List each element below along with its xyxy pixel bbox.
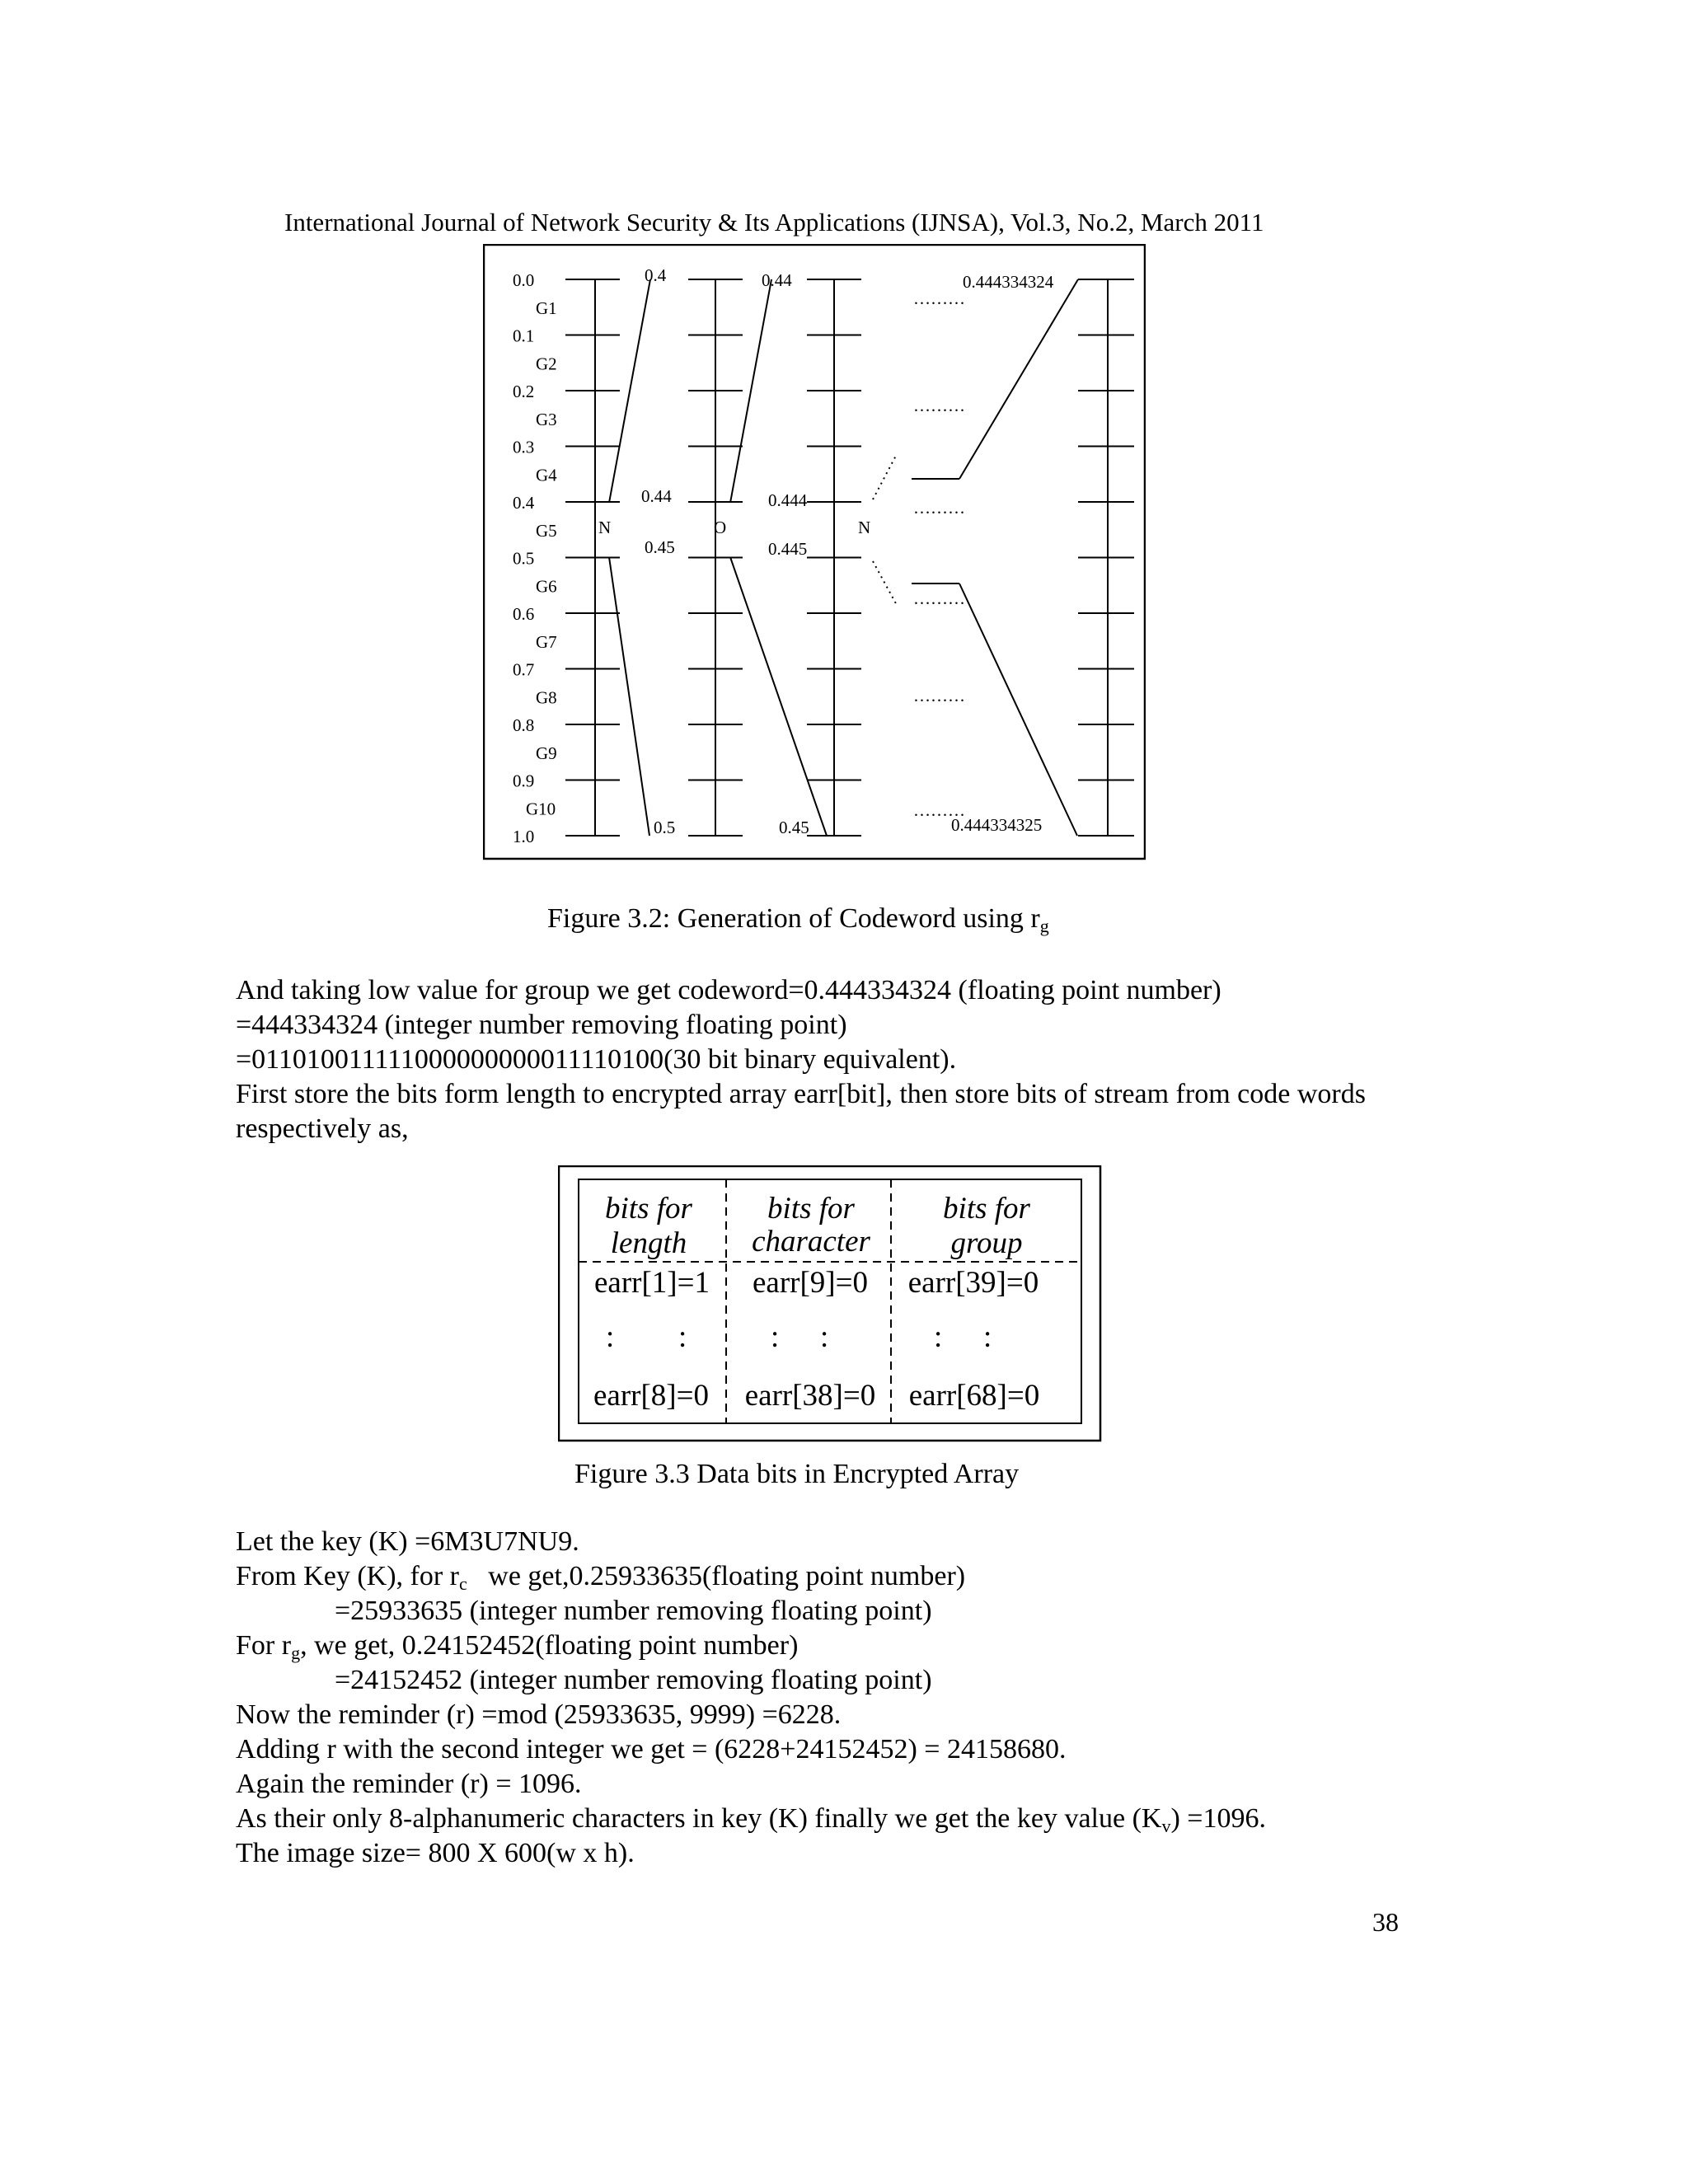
header-group-line2: group bbox=[950, 1226, 1023, 1260]
scale-label: 0.2 bbox=[513, 382, 535, 401]
ellipsis-character-b: : bbox=[820, 1320, 829, 1354]
group-label: G5 bbox=[536, 520, 557, 541]
cell-earr-38: earr[38]=0 bbox=[744, 1379, 876, 1413]
scale-label: 0.1 bbox=[513, 326, 535, 346]
dots-4: ……… bbox=[913, 588, 965, 608]
image-size-line: The image size= 800 X 600(w x h). bbox=[236, 1838, 635, 1868]
codeword-binary-line: =011010011111000000000011110100(30 bit binary equivalent). bbox=[236, 1044, 957, 1075]
scale-label: 0.0 bbox=[513, 270, 535, 290]
key-line: Let the key (K) =6M3U7NU9. bbox=[236, 1526, 579, 1557]
ellipsis-length-a: : bbox=[606, 1320, 615, 1354]
group-label: G10 bbox=[526, 799, 556, 819]
reminder-line-2: Again the reminder (r) = 1096. bbox=[236, 1769, 582, 1799]
symbol-n-first: N bbox=[598, 518, 612, 537]
final-bottom-label: 0.444334325 bbox=[951, 815, 1043, 835]
paragraph-codeword bbox=[236, 973, 1423, 1146]
group-label: G7 bbox=[536, 631, 557, 652]
scale-label: 0.8 bbox=[513, 715, 535, 735]
header-character-line2: character bbox=[752, 1225, 870, 1258]
dots-3: ……… bbox=[913, 498, 965, 518]
group-label: G1 bbox=[536, 298, 557, 318]
cell-earr-1: earr[1]=1 bbox=[594, 1266, 710, 1300]
paragraph-key bbox=[236, 1525, 1423, 1871]
rg-line: For $r_g$, we get, 0.24152452(floating point number) bbox=[236, 1630, 799, 1663]
ellipsis-group-a: : bbox=[934, 1320, 943, 1354]
header-group-line1: bits for bbox=[943, 1192, 1030, 1226]
codeword-int-line: =444334324 (integer number removing floating point) bbox=[236, 1010, 847, 1040]
col2-high-label: 0.45 bbox=[645, 537, 675, 557]
header-length-line1: bits for bbox=[605, 1192, 692, 1226]
cell-earr-9: earr[9]=0 bbox=[753, 1266, 868, 1300]
ellipsis-character-a: : bbox=[771, 1320, 780, 1354]
figure-3-2-caption: Figure 3.2: Generation of Codeword using $r_g$ bbox=[547, 903, 1049, 936]
dots-5: ……… bbox=[913, 686, 965, 705]
rc-line: From Key (K), for $r_c$ we get,0.25933635(floating point number) bbox=[236, 1561, 966, 1594]
col2-top-label: 0.4 bbox=[645, 265, 667, 285]
figure-3-3-caption: Figure 3.3 Data bits in Encrypted Array bbox=[574, 1459, 1020, 1489]
codeword-float-line: And taking low value for group we get codeword=0.444334324 (floating point number) bbox=[236, 975, 1221, 1005]
col3-bottom-label: 0.45 bbox=[779, 818, 809, 837]
col2-bottom-label: 0.5 bbox=[654, 818, 676, 837]
col2-low-label: 0.44 bbox=[641, 486, 672, 506]
group-label: G4 bbox=[536, 465, 557, 485]
key-value-line: As their only 8-alphanumeric characters in key (K) finally we get the key value $(K_v) =1096$. bbox=[236, 1803, 1266, 1836]
group-label: G6 bbox=[536, 576, 557, 597]
scale-label: 0.7 bbox=[513, 659, 535, 680]
group-label: G2 bbox=[536, 354, 557, 374]
scale-label: 1.0 bbox=[513, 827, 535, 846]
ellipsis-length-b: : bbox=[678, 1320, 687, 1354]
scale-label: 0.5 bbox=[513, 548, 535, 569]
scale-label: 0.4 bbox=[513, 493, 535, 513]
dots-1: ……… bbox=[913, 288, 965, 308]
store-bits-line: First store the bits form length to encrypted array earr[bit], then store bits of stream from code words respectively as, bbox=[236, 1079, 1366, 1144]
cell-earr-8: earr[8]=0 bbox=[593, 1379, 709, 1413]
rg-int-line: =24152452 (integer number removing floating point) bbox=[335, 1665, 932, 1695]
dots-2: ……… bbox=[913, 396, 965, 415]
group-label: G3 bbox=[536, 409, 557, 429]
group-label: G8 bbox=[536, 687, 557, 708]
col3-high-label: 0.445 bbox=[768, 539, 808, 559]
cell-earr-39: earr[39]=0 bbox=[907, 1266, 1039, 1300]
col3-top-label: 0.44 bbox=[762, 270, 792, 290]
adding-line: Adding r with the second integer we get = (6228+24152452) = 24158680. bbox=[236, 1734, 1067, 1765]
group-label: G9 bbox=[536, 743, 557, 763]
header-character-line1: bits for bbox=[767, 1192, 855, 1226]
figure-3-2-interval-diagram bbox=[483, 244, 1146, 860]
running-header: International Journal of Network Security & Its Applications (IJNSA), Vol.3, No.2, March 2011 bbox=[284, 208, 1264, 237]
scale-label: 0.9 bbox=[513, 771, 535, 791]
page-number: 38 bbox=[1372, 1907, 1399, 1937]
symbol-o: O bbox=[714, 518, 727, 537]
scale-label: 0.3 bbox=[513, 437, 535, 457]
final-top-label: 0.444334324 bbox=[963, 272, 1054, 292]
ellipsis-group-b: : bbox=[983, 1320, 992, 1354]
rc-int-line: =25933635 (integer number removing floating point) bbox=[335, 1596, 932, 1626]
reminder-line-1: Now the reminder (r) =mod (25933635, 9999) =6228. bbox=[236, 1699, 842, 1730]
dots-6: ……… bbox=[913, 800, 965, 820]
scale-label: 0.6 bbox=[513, 604, 535, 624]
header-length-line2: length bbox=[610, 1226, 687, 1260]
symbol-n-second: N bbox=[858, 518, 871, 537]
cell-earr-68: earr[68]=0 bbox=[908, 1379, 1040, 1413]
figure-3-3-encrypted-array bbox=[558, 1165, 1102, 1442]
col3-low-label: 0.444 bbox=[768, 490, 808, 510]
